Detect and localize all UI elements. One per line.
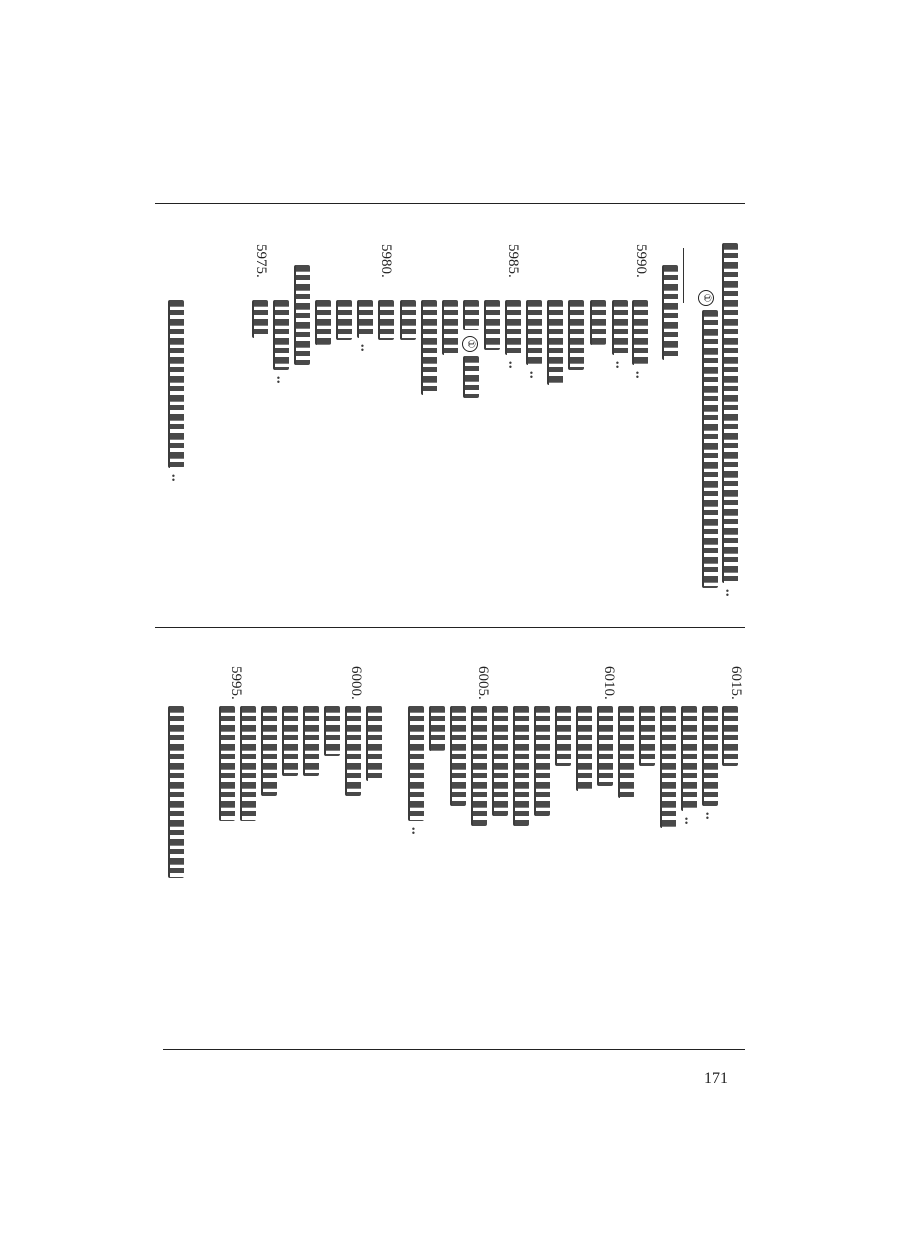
- verse-line: [547, 300, 563, 385]
- verse-line: [484, 300, 500, 350]
- line-number-5975: 5975.: [253, 244, 269, 278]
- top-rule: [155, 203, 745, 204]
- verse-line: [505, 300, 521, 355]
- verse-line: [662, 265, 678, 360]
- verse-line: [450, 706, 466, 806]
- verse-line: [576, 706, 592, 791]
- footnote-title-line: [722, 243, 738, 583]
- line-number-6015: 6015.: [728, 666, 744, 700]
- verse-line: [366, 706, 382, 781]
- verse-line: [492, 706, 508, 816]
- verse-line: [471, 706, 487, 826]
- verse-line: [252, 300, 268, 338]
- verse-line: [442, 300, 458, 355]
- verse-line: [273, 300, 289, 370]
- verse-line: [421, 300, 437, 395]
- verse-line: [568, 300, 584, 370]
- verse-line: [722, 706, 738, 766]
- verse-line: [303, 706, 319, 776]
- verse-line: [618, 706, 634, 798]
- section-divider: [155, 627, 745, 628]
- verse-line: [324, 706, 340, 756]
- verse-line: [513, 706, 529, 826]
- verse-line: [597, 706, 613, 786]
- line-number-5985: 5985.: [505, 244, 521, 278]
- verse-line: [345, 706, 361, 796]
- verse-line: [555, 706, 571, 766]
- footnote-marker: ①: [698, 290, 714, 306]
- verse-line: [336, 300, 352, 340]
- footnote-text-line: [702, 310, 718, 588]
- verse-line: [408, 706, 424, 821]
- verse-line: [240, 706, 256, 821]
- verse-line: [526, 300, 542, 365]
- verse-line-part: [463, 356, 479, 398]
- verse-line: [681, 706, 697, 811]
- line-number-5980: 5980.: [378, 244, 394, 278]
- verse-line: [429, 706, 445, 751]
- verse-line: [294, 265, 310, 365]
- verse-line: [702, 706, 718, 806]
- verse-line: [282, 706, 298, 776]
- verse-line: [400, 300, 416, 340]
- line-number-6010: 6010.: [601, 666, 617, 700]
- line-number-5990: 5990.: [633, 244, 649, 278]
- verse-line: [378, 300, 394, 340]
- line-number-6000: 6000.: [348, 666, 364, 700]
- verse-line: [534, 706, 550, 816]
- verse-line: [168, 300, 184, 468]
- verse-line: [590, 300, 606, 345]
- line-number-5995: 5995.: [228, 666, 244, 700]
- verse-line: [639, 706, 655, 766]
- verse-line: [357, 300, 373, 338]
- page-number: 171: [704, 1070, 728, 1087]
- verse-line-part: [463, 300, 479, 330]
- verse-line: [660, 706, 676, 828]
- inline-footnote-marker: ①: [462, 336, 478, 352]
- line-number-6005: 6005.: [475, 666, 491, 700]
- bottom-rule: [163, 1049, 745, 1050]
- verse-line: [315, 300, 331, 345]
- footnote-separator: [683, 248, 684, 303]
- verse-line: [219, 706, 235, 821]
- verse-line: [168, 706, 184, 878]
- verse-line: [612, 300, 628, 355]
- verse-line: [632, 300, 648, 365]
- verse-line: [261, 706, 277, 796]
